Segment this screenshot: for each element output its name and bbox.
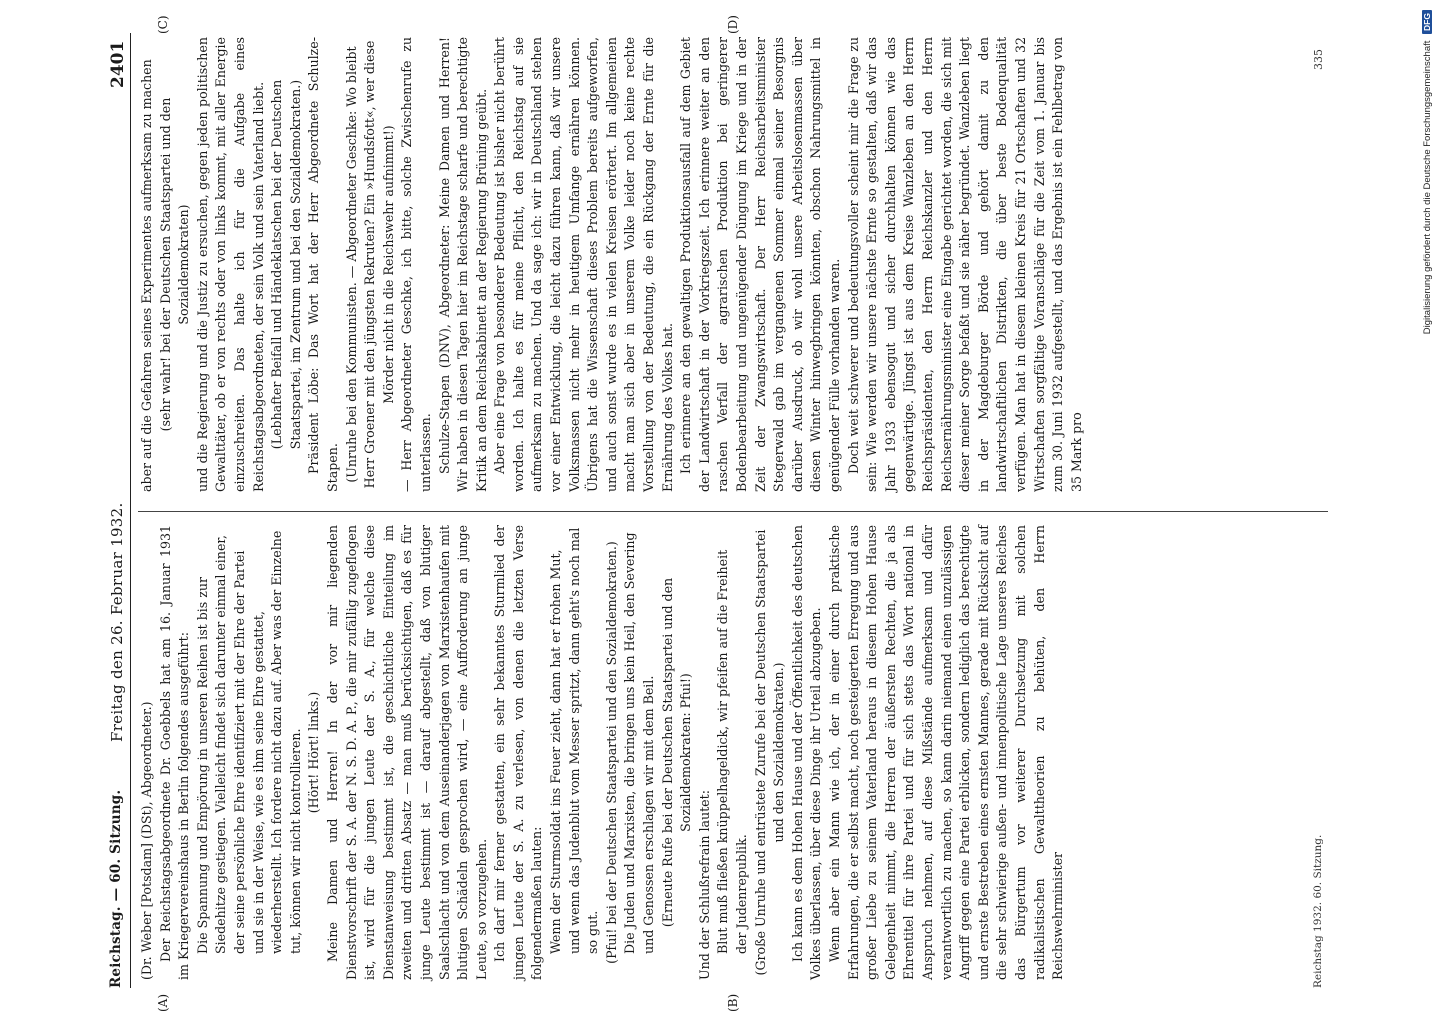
paragraph: Ich darf mir ferner gestatten, ein sehr bekanntes Sturmlied der jungen Leute der S. A. zu verlesen, von denen die letzten Verse folgendermaßen lauten: xyxy=(492,525,545,980)
column-divider xyxy=(138,511,1328,512)
paragraph: Wenn der Sturmsoldat ins Feuer zieht, dann hat er frohen Mut, und wenn das Judenblut vom Messer spritzt, dann geht's noch mal so gut. xyxy=(548,527,601,954)
paragraph: und die Regierung und die Justiz zu ersuchen, gegen jeden politischen Gewalttäter, ob er von rechts oder von links kommt, mit aller Energie einzuschreiten. Das halte ich für die Aufgabe eines Reichstagsabgeordneten, der sein Volk und sein Vaterland liebt. xyxy=(194,37,266,492)
page-footer: Reichstag 1932. 60. Sitzung. xyxy=(1312,834,1324,988)
paragraph: Präsident Löbe: Das Wort hat der Herr Abgeordnete Schulze-Stapen. xyxy=(306,37,340,492)
dfg-logo: DFG xyxy=(1422,10,1432,34)
paragraph: Der Reichstagsabgeordnete Dr. Goebbels hat am 16. Januar 1931 im Kriegervereinshaus in Berlin folgendes ausgeführt: xyxy=(157,525,192,980)
page-code: 335 xyxy=(1312,49,1325,70)
paragraph: (Große Unruhe und entrüstete Zurufe bei der Deutschen Staatspartei und den Sozialdemokraten.) xyxy=(752,529,787,976)
margin-marker-d: (D) xyxy=(726,15,740,34)
paragraph: (Unruhe bei den Kommunisten. — Abgeordneter Geschke: Wo bleibt Herr Groener mit den jüngsten Rekruten? Ein »Hundsfott«, wer diese Mörder nicht in die Reichswehr aufnimmt!) xyxy=(343,40,396,489)
header-date: Freitag den 26. Februar 1932. xyxy=(108,502,126,742)
paragraph: Meine Damen und Herren! In der vor mir liegenden Dienstvorschrift der S. A. der N. S. D. A. P., die mir zufällig zugeflogen ist, wird für die jungen Leute der S. A., für welche diese Dienstanweisung bestimmt ist, die geschichtliche Einteilung im zweiten und dritten Absatz — man muß berücksichtigen, daß es für junge Leute bestimmt ist — darauf abgestellt, daß von blutiger Saalschlacht und von dem Auseinanderjagen von Marxistenhaufen mit blutigen Schädeln gesprochen wird, — eine Aufforderung an junge Leute, so vorzugehen. xyxy=(324,525,489,980)
header-page-number: 2401 xyxy=(108,40,128,88)
paragraph: Und der Schlußrefrain lautet: xyxy=(696,790,712,980)
paragraph: Wenn aber ein Mann wie ich, der in einer durch praktische Erfahrungen, die er selbst macht, noch gesteigerten Erregung und aus großer Liebe zu seinem Vaterland heraus in diesem Hohen Hause Gelegenheit nimmt, die Herren der äußersten Rechten, die ja als Ehrentitel für ihre Partei und für sich stets das Wort national in Anspruch nehmen, auf diese Mißstände aufmerksam und dafür verantwortlich zu machen, so kann darin niemand einen unzulässigen Angriff gegen eine Partei erblicken, sondern lediglich das berechtigte und ernste Bestreben eines ernsten Mannes, gerade mit Rücksicht auf die sehr schwierige außen- und innenpolitische Lage unseres Reiches das Bürgertum vor weiterer Durchsetzung mit solchen radikalistischen Gewalttheorien zu behüten, den Herrn Reichswehrminister xyxy=(826,525,1066,980)
paragraph: (Pfui! bei der Deutschen Staatspartei und den Sozialdemokraten.) xyxy=(603,541,619,964)
paragraph: Ich kann es dem Hohen Hause und der Öffentlichkeit des deutschen Volkes überlassen, über diese Dinge ihr Urteil abzugeben. xyxy=(789,525,824,980)
paragraph: Die Spannung und Empörung in unseren Reihen ist bis zur Siedehitze gestiegen. Vielleicht findet sich darunter einmal einer, der seine persönliche Ehre identifiziert mit der Ehre der Partei und sie in der Weise, wie es ihm seine Ehre gestattet, wiederherstellt. Ich fordere nicht dazu auf. Aber was der Einzelne tut, können wir nicht kontrollieren. xyxy=(194,530,303,954)
funding-credit-text: Digitalisierung gefördert durch die Deutsche Forschungsgemeinschaft xyxy=(1422,40,1433,335)
paragraph: aber auf die Gefahren seines Experimentes aufmerksam zu machen xyxy=(139,59,154,492)
paragraph: (Hört! Hört! links.) xyxy=(306,691,322,814)
header-session: Reichstag. — 60. Sitzung. xyxy=(108,789,124,988)
left-column xyxy=(138,525,1068,980)
paragraph: (Lebhafter Beifall und Händeklatschen bei der Deutschen Staatspartei, im Zentrum und bei den Sozialdemokraten.) xyxy=(269,79,303,450)
header-rule xyxy=(130,33,131,988)
paragraph: Die Juden und Marxisten, die bringen uns kein Heil, den Severing und Genossen erschlagen wir mit dem Beil. xyxy=(622,532,657,954)
paragraph: — Herr Abgeordneter Geschke, ich bitte, solche Zwischenrufe zu unterlassen. xyxy=(399,37,433,492)
paragraph: Ich erinnere an den gewaltigen Produktionsausfall auf dem Gebiet der Landwirtschaft in der Vorkriegszeit. Ich erinnere weiter an den raschen Verfall der agrarischen Produktion bei geringerer Bodenbearbeitung und ungenügender Düngung im Kriege und in der Zeit der Zwangswirtschaft. Der Herr Reichsarbeitsminister Stegerwald gab im vergangenen Sommer einmal seiner Besorgnis darüber Ausdruck, ob wir wohl unsere Arbeitslosenmassen über diesen Winter hinwegbringen könnten, obschon Nahrungsmittel in genügender Fülle vorhanden waren. xyxy=(678,37,842,492)
paragraph: Blut muß fließen knüppelhageldick, wir pfeifen auf die Freiheit der Judenrepublik. xyxy=(715,549,749,954)
paragraph: Aber eine Frage von besonderer Bedeutung ist bisher nicht berührt worden. Ich halte es für meine Pflicht, den Reichstag auf sie aufmerksam zu machen. Und da sage ich: wir in Deutschland stehen vor einer Entwicklung, die leicht dazu führen kann, daß wir unsere Volksmassen nicht mehr in heutigem Umfange ernähren können. Übrigens hat die Wissenschaft dieses Problem bereits aufgeworfen, und auch sonst wurde es in vielen Kreisen erörtert. Im allgemeinen macht man sich aber in unserem Volke leider noch keine rechte Vorstellung von der Bedeutung, die ein Rückgang der Ernte für die Ernährung des Volkes hat. xyxy=(492,37,675,492)
paragraph: (sehr wahr! bei der Deutschen Staatspartei und den Sozialdemokraten) xyxy=(157,97,192,432)
paragraph: (Dr. Weber [Potsdam] (DSt), Abgeordneter.) xyxy=(139,701,154,980)
paragraph: (Erneute Rufe bei der Deutschen Staatspartei und den Sozialdemokraten: Pfui!) xyxy=(659,577,694,928)
margin-marker-c: (C) xyxy=(156,15,170,34)
margin-marker-b: (B) xyxy=(726,993,740,1012)
funding-credit xyxy=(1422,10,1434,990)
paragraph: Schulze-Stapen (DNV), Abgeordneter: Meine Damen und Herren! Wir haben in diesen Tagen hier im Reichstage scharfe und berechtigte Kritik an dem Reichskabinett an der Regierung Brüning geübt. xyxy=(436,37,489,492)
paragraph: Doch weit schwerer und bedeutungsvoller scheint mir die Frage zu sein: Wie werden wir unsere nächste Ernte so gestalten, daß wir das Jahr 1933 ebensogut und sicher durchhalten können wie das gegenwärtige. Jüngst ist aus dem Kreise Wanzleben an den Herrn Reichspräsidenten, den Herrn Reichskanzler und den Herrn Reichsernährungsminister eine Eingabe gerichtet worden, die sich mit dieser meiner Sorge befaßt und sie näher begründet. Wanzleben liegt in der Magdeburger Börde und gehört damit zu den landwirtschaftlichen Distrikten, die über beste Bodenqualität verfügen. Man hat in diesem kleinen Kreis für 21 Ortschaften und 32 Wirtschaften sorgfältige Voranschläge für die Zeit vom 1. Januar bis zum 30. Juni 1932 aufgestellt, und das Ergebnis ist ein Fehlbetrag von 35 Mark pro xyxy=(845,37,1084,492)
right-column xyxy=(138,37,1086,492)
margin-marker-a: (A) xyxy=(156,993,170,1012)
